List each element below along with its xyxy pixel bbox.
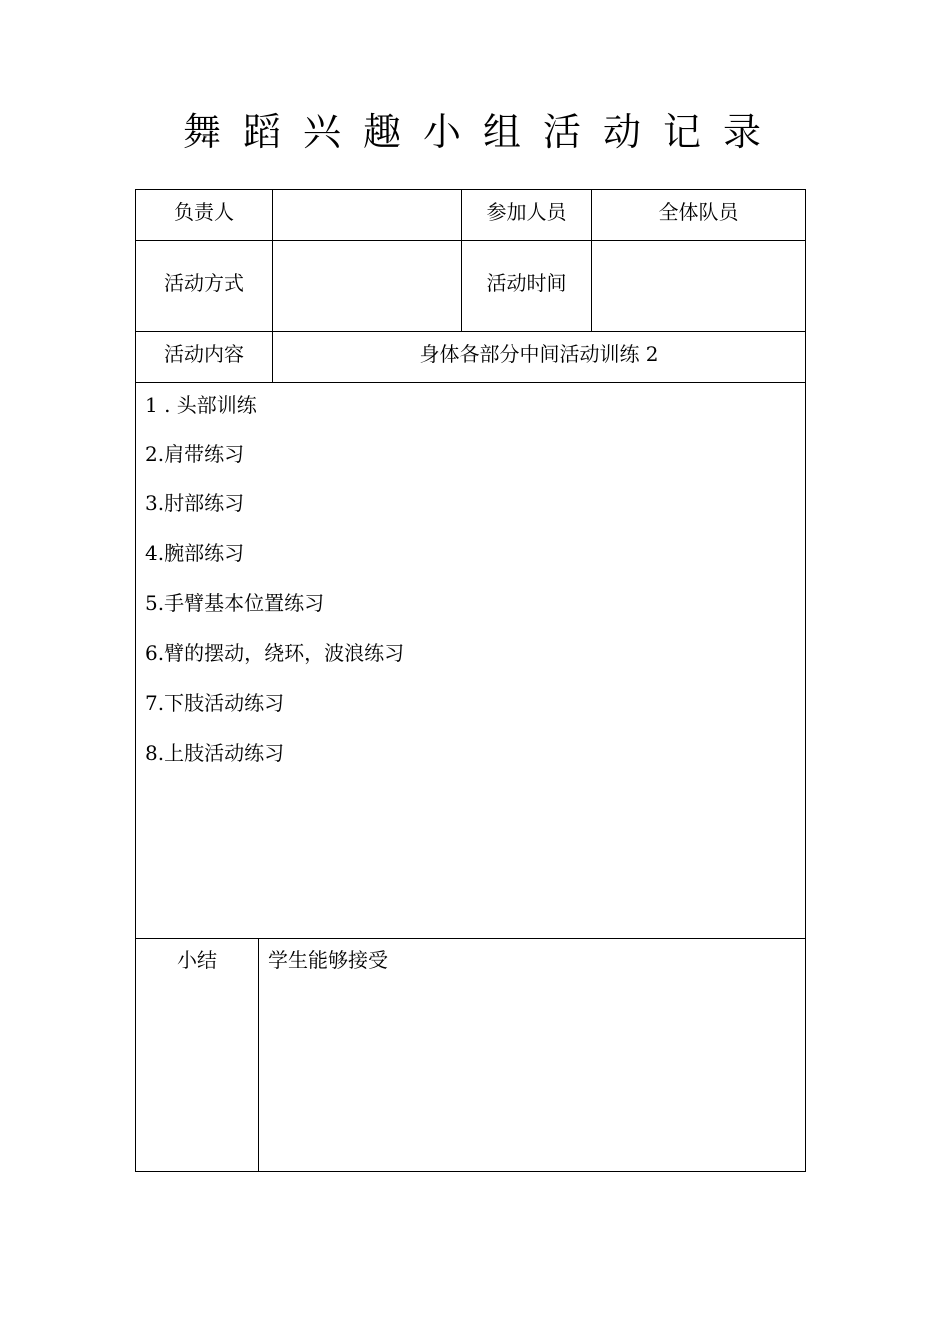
- summary-label: 小结: [177, 948, 217, 972]
- table-border-bottom: [135, 1171, 806, 1172]
- list-item: 1 . 头部训练: [145, 393, 257, 417]
- method-label: 活动方式: [164, 271, 244, 295]
- table-row-divider: [135, 331, 806, 332]
- summary-value: 学生能够接受: [268, 948, 388, 972]
- list-item: 3.肘部练习: [145, 491, 245, 515]
- table-border-left: [135, 189, 136, 1172]
- participants-value: 全体队员: [658, 200, 739, 224]
- list-item: 7.下肢活动练习: [145, 691, 285, 715]
- list-item: 4.腕部练习: [145, 541, 245, 565]
- list-item: 6.臂的摆动，绕环，波浪练习: [145, 641, 405, 665]
- table-row-divider: [135, 938, 806, 939]
- table-col-divider: [258, 938, 259, 1171]
- page-title: 舞蹈兴趣小组活动记录: [182, 110, 783, 154]
- table-border-top: [135, 189, 806, 190]
- time-label: 活动时间: [486, 271, 567, 295]
- table-row-divider: [135, 240, 806, 241]
- content-label: 活动内容: [164, 342, 244, 366]
- participants-label: 参加人员: [486, 200, 567, 224]
- content-value: 身体各部分中间活动训练 2: [419, 342, 659, 366]
- table-border-right: [805, 189, 806, 1172]
- leader-label: 负责人: [174, 200, 234, 224]
- table-row-divider: [135, 382, 806, 383]
- list-item: 5.手臂基本位置练习: [145, 591, 325, 615]
- list-item: 2.肩带练习: [145, 442, 245, 466]
- list-item: 8.上肢活动练习: [145, 741, 285, 765]
